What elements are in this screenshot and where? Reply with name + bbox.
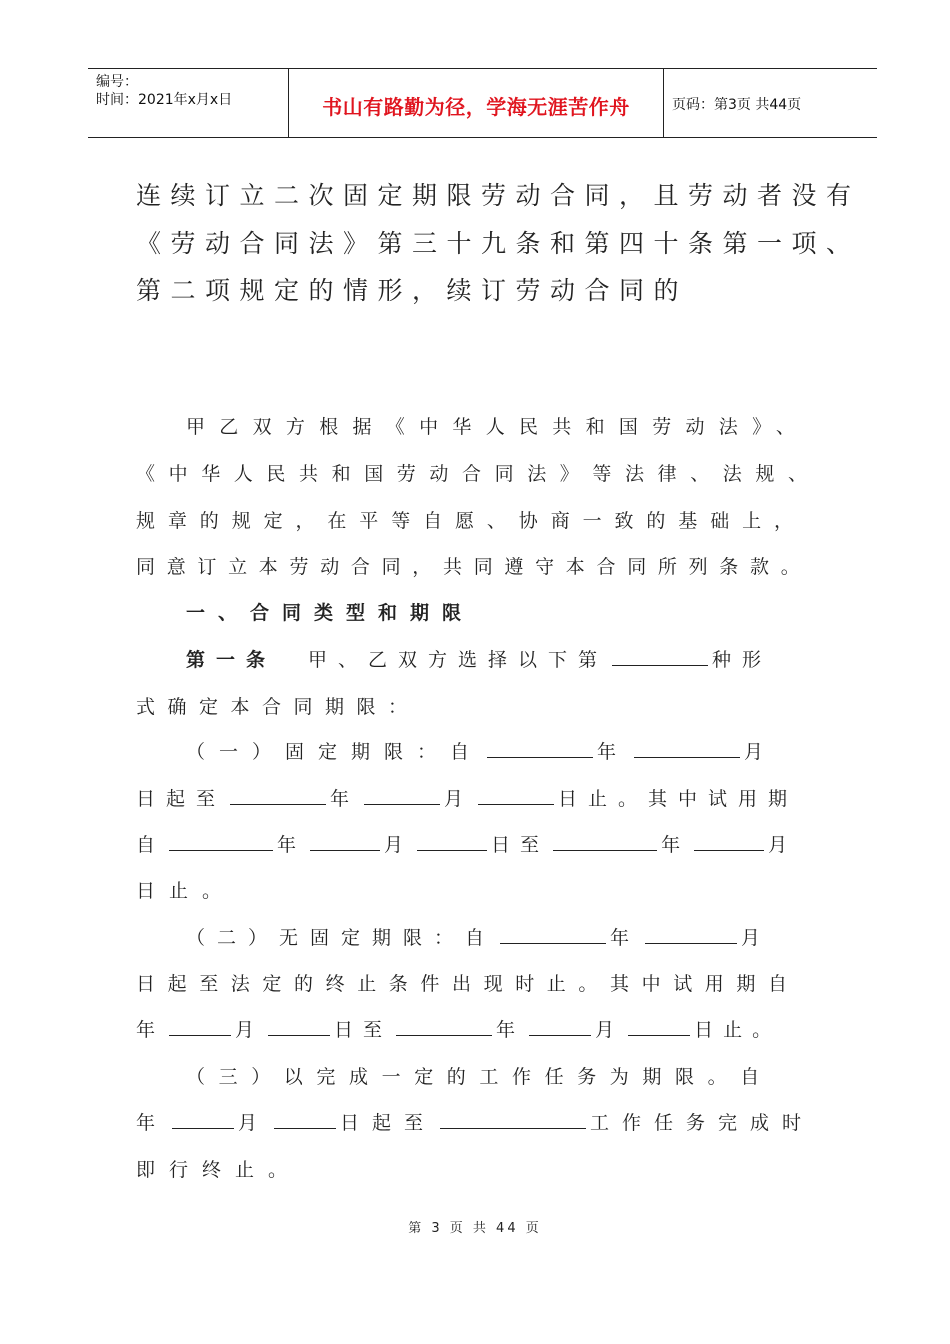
clause1-line2 (136, 784, 798, 811)
clause1-line4: 日止。 (136, 880, 236, 902)
header-motto-cell (288, 69, 664, 137)
blank-field[interactable] (694, 832, 764, 851)
blank-field[interactable] (364, 786, 440, 805)
article1-line1 (186, 645, 772, 672)
time-label: 时间：2021年x月x日 (96, 92, 233, 108)
year-label: 年 (661, 834, 691, 856)
clause2-line3 (136, 1015, 781, 1042)
blank-field[interactable] (634, 739, 740, 758)
blank-field[interactable] (440, 1110, 586, 1129)
clause1-line1 (186, 737, 777, 764)
year-label: 年 (597, 741, 631, 763)
clause2-line1 (186, 923, 772, 950)
month-label: 月 (235, 1019, 265, 1041)
blank-field[interactable] (274, 1110, 336, 1129)
year-label: 年 (277, 834, 307, 856)
header-page-cell (662, 69, 877, 137)
intro-line-1: 甲乙双方根据《中华人民共和国劳动法》、 (186, 416, 810, 438)
year-label: 年 (610, 927, 642, 949)
number-label: 编号： (96, 74, 138, 90)
blank-field[interactable] (417, 832, 487, 851)
motto: 书山有路勤为径，学海无涯苦作舟 (322, 95, 630, 119)
section-title: 一、合同类型和期限 (186, 602, 475, 624)
clause1-line3 (136, 830, 797, 857)
intro-line-4: 同意订立本劳动合同，共同遵守本合同所列条款。 (136, 556, 812, 578)
intro-line-3: 规章的规定，在平等自愿、协商一致的基础上， (136, 510, 806, 532)
blank-field[interactable] (169, 832, 273, 851)
month-label: 月 (238, 1112, 271, 1134)
to-label: 日至 (491, 834, 550, 856)
month-label: 月 (384, 834, 414, 856)
year-label: 年 (496, 1019, 526, 1041)
blank-field[interactable] (310, 832, 380, 851)
year-label: 年 (136, 1019, 166, 1041)
month-label: 月 (768, 834, 798, 856)
header-meta-cell (88, 69, 288, 137)
blank-field[interactable] (612, 647, 708, 666)
blank-field[interactable] (529, 1017, 591, 1036)
month-label: 月 (444, 788, 475, 810)
clause3-line1: （三）以完成一定的工作任务为期限。自 (186, 1066, 773, 1088)
blank-field[interactable] (268, 1017, 330, 1036)
article1-text-b: 种形 (712, 649, 773, 671)
article1-text-a: 甲、乙双方选择以下第 (308, 649, 609, 671)
clause2-line2: 日起至法定的终止条件出现时止。其中试用期自 (136, 973, 800, 995)
clause1-text: 日起至 (136, 788, 227, 810)
clause2-end: 日止。 (694, 1019, 782, 1041)
clause3-line3: 即行终止。 (136, 1159, 302, 1181)
page-footer: 第 3 页 共 44 页 (408, 1221, 542, 1236)
year-label: 年 (330, 788, 361, 810)
page-info: 页码：第3页 共44页 (672, 97, 802, 113)
blank-field[interactable] (230, 786, 326, 805)
blank-field[interactable] (172, 1110, 234, 1129)
clause3-text: 工作任务完成时 (590, 1112, 815, 1134)
title-line-2: 《劳动合同法》第三十九条和第四十条第一项、 (136, 229, 861, 258)
title-line-3: 第二项规定的情形，续订劳动合同的 (136, 276, 689, 305)
month-label: 月 (744, 741, 778, 763)
blank-field[interactable] (478, 786, 554, 805)
clause1-text: 日止。其中试用期 (558, 788, 799, 810)
page-header (88, 68, 877, 138)
from-label: 自 (136, 834, 166, 856)
article1-label: 第一条 (186, 649, 277, 671)
month-label: 月 (595, 1019, 625, 1041)
clause1-text: （一）固定期限：自 (186, 741, 484, 763)
blank-field[interactable] (553, 832, 657, 851)
article1-line2: 式确定本合同期限： (136, 696, 420, 718)
blank-field[interactable] (645, 925, 737, 944)
intro-line-2: 《中华人民共和国劳动合同法》等法律、法规、 (136, 463, 821, 485)
month-label: 月 (741, 927, 773, 949)
title-line-1: 连续订立二次固定期限劳动合同，且劳动者没有 (136, 181, 861, 210)
clause2-text: （二）无固定期限：自 (186, 927, 497, 949)
year-label: 年 (136, 1112, 169, 1134)
blank-field[interactable] (169, 1017, 231, 1036)
to-label: 日至 (334, 1019, 393, 1041)
blank-field[interactable] (487, 739, 593, 758)
clause3-text: 日起至 (340, 1112, 437, 1134)
blank-field[interactable] (500, 925, 606, 944)
clause3-line2 (136, 1108, 814, 1135)
blank-field[interactable] (628, 1017, 690, 1036)
blank-field[interactable] (396, 1017, 492, 1036)
